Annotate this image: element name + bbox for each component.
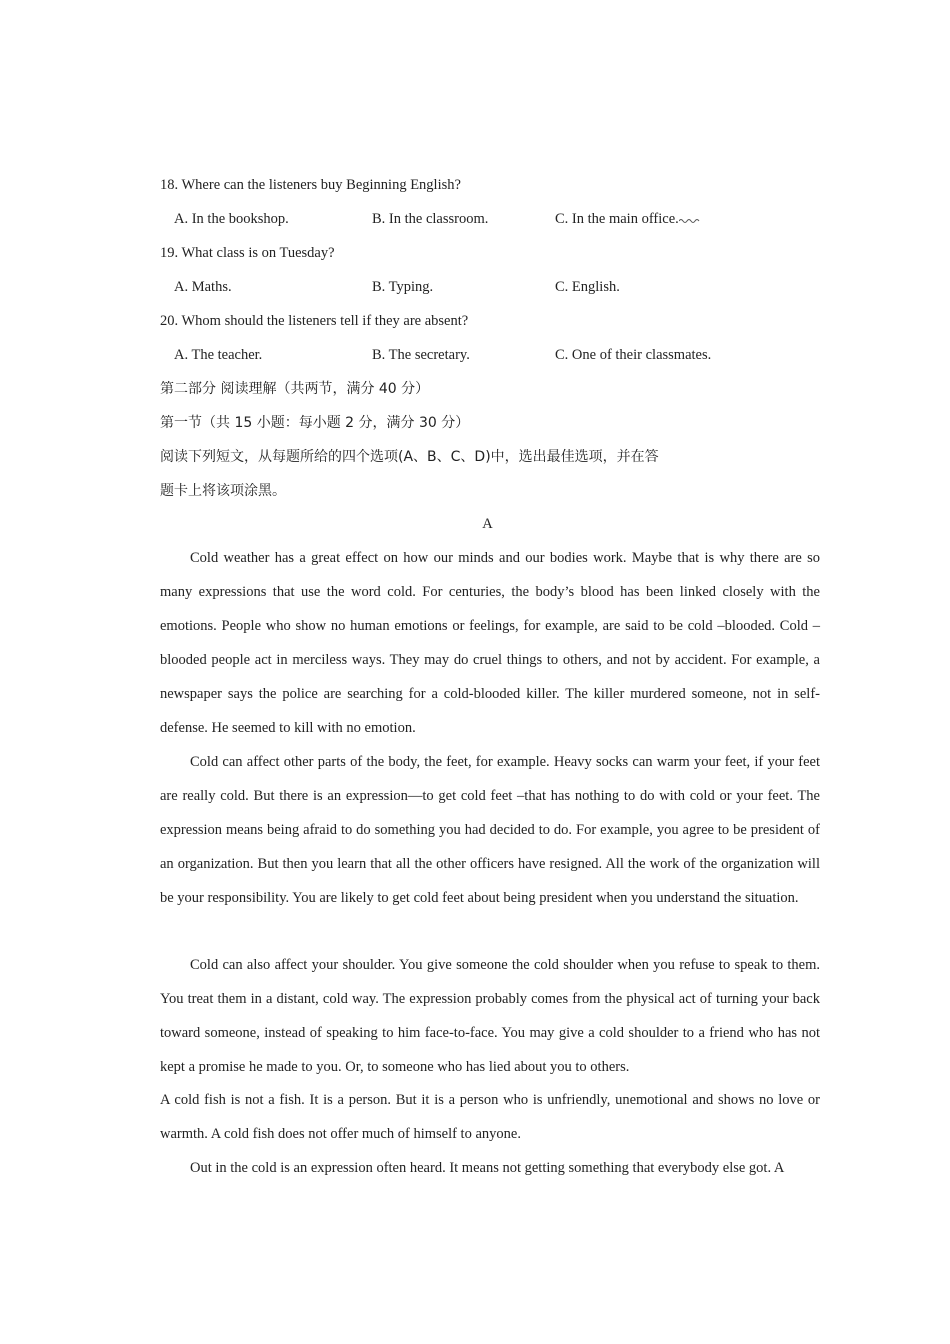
passage-paragraph-1: Cold weather has a great effect on how our minds and our bodies work. Maybe that is why there are so many expressions that use the word cold. For centuries, the body’s blood has been linked closely with the emotions. People who show no human emotions or feelings, for example, are said to be cold –blooded. Cold –blooded people act in merciless ways. They may do cruel things to others, and not by accident. For example, a newspaper says the police are searching for a cold-blooded killer. The killer murdered someone, not in self-defense. He seemed to kill with no emotion. [160,550,820,736]
passage-paragraph-3: Cold can also affect your shoulder. You give someone the cold shoulder when you refuse to speak to them. You treat them in a distant, cold way. The expression probably comes from the physical act of turning your back toward someone, instead of speaking to him face-to-face. You may give a cold shoulder to a friend who has not kept a promise he made to you. Or, to someone who has lied about you to others. [160,957,820,1075]
squiggle-mark-icon [679,217,701,223]
question-18-option-c-wrap [555,209,701,229]
question-20-option-c: C. One of their classmates. [555,347,712,363]
question-18-stem: 18. Where can the listeners buy Beginning English? [160,177,461,193]
passage-paragraph-4: A cold fish is not a fish. It is a person. But it is a person who is unfriendly, unemotional and shows no love or warmth. A cold fish does not offer much of himself to anyone. [160,1092,820,1142]
question-19-option-a: A. Maths. [174,279,232,295]
question-20-option-b: B. The secretary. [372,347,470,363]
instruction-line-1: 阅读下列短文，从每题所给的四个选项(A、B、C、D)中，选出最佳选项，并在答 [160,449,659,465]
passage-paragraph-2: Cold can affect other parts of the body, the feet, for example. Heavy socks can warm your feet, if your feet are really cold. But there is an expression—to get cold feet –that has nothing to do with cold or your feet. The expression means being afraid to do something you had decided to do. For example, you agree to be president of an organization. But then you learn that all the other officers have resigned. All the work of the organization will be your responsibility. You are likely to get cold feet about being president when you understand the situation. [160,754,820,906]
section1-heading: 第一节（共 15 小题：每小题 2 分，满分 30 分） [160,415,470,431]
question-19-option-c: C. English. [555,279,620,295]
question-18-option-c: C. In the main office. [555,211,679,227]
question-18-option-b: B. In the classroom. [372,211,489,227]
passage-paragraph-5: Out in the cold is an expression often heard. It means not getting something that everybody else got. A [190,1160,785,1176]
part2-heading: 第二部分 阅读理解（共两节，满分 40 分） [160,381,430,397]
question-18-option-a: A. In the bookshop. [174,211,289,227]
question-20-stem: 20. Whom should the listeners tell if they are absent? [160,313,469,329]
instruction-line-2: 题卡上将该项涂黑。 [160,483,286,499]
question-20-option-a: A. The teacher. [174,347,263,363]
question-19-stem: 19. What class is on Tuesday? [160,245,335,261]
passage-letter: A [482,516,493,532]
question-19-option-b: B. Typing. [372,279,434,295]
